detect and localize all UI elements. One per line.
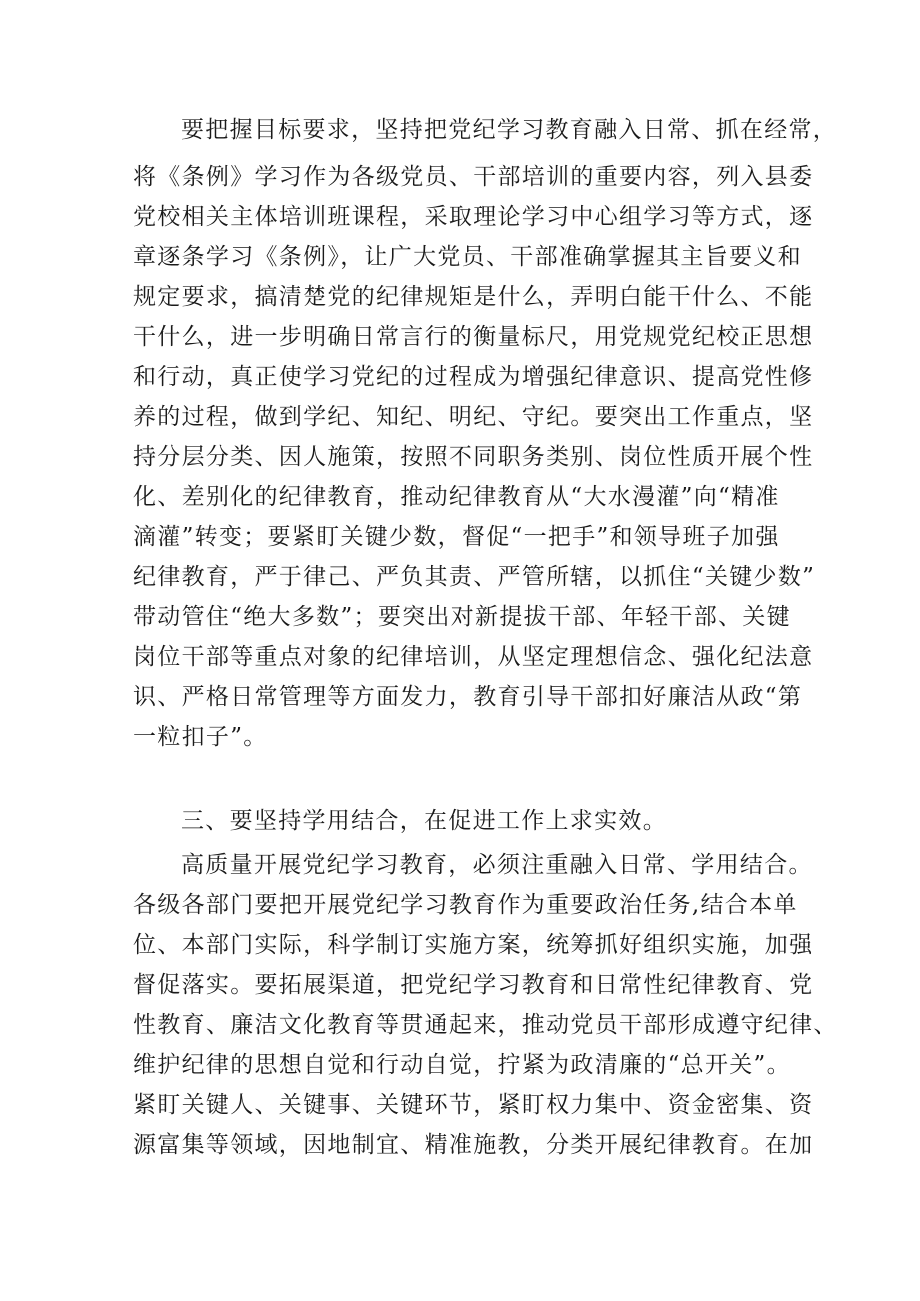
text-line: 要把握目标要求，坚持把党纪学习教育融入日常、抓在经常， — [181, 117, 838, 143]
text-line: 干什么，进一步明确日常言行的衡量标尺，用党规党纪校正思想 — [133, 324, 814, 350]
text-line: 持分层分类、因人施策，按照不同职务类别、岗位性质开展个性 — [133, 444, 814, 470]
text-line: 各级各部门要把开展党纪学习教育作为重要政治任务,结合本单 — [133, 892, 798, 918]
text-line: 将《条例》学习作为各级党员、干部培训的重要内容，列入县委 — [133, 164, 814, 190]
text-line: 性教育、廉洁文化教育等贯通起来，推动党员干部形成遵守纪律、 — [133, 1012, 838, 1038]
text-line: 党校相关主体培训班课程，采取理论学习中心组学习等方式，逐 — [133, 204, 814, 230]
text-line: 源富集等领域，因地制宜、精准施教，分类开展纪律教育。在加 — [133, 1132, 814, 1158]
text-line: 纪律教育，严于律己、严负其责、严管所辖，以抓住“关键少数” — [133, 564, 816, 590]
text-line: 紧盯关键人、关键事、关键环节，紧盯权力集中、资金密集、资 — [133, 1092, 814, 1118]
section-heading: 三、要坚持学用结合，在促进工作上求实效。 — [181, 808, 667, 834]
text-line: 化、差别化的纪律教育，推动纪律教育从“大水漫灌”向“精准 — [133, 484, 780, 510]
text-line: 岗位干部等重点对象的纪律培训，从坚定理想信念、强化纪法意 — [133, 644, 814, 670]
text-line: 高质量开展党纪学习教育，必须注重融入日常、学用结合。 — [181, 852, 813, 878]
text-line: 一粒扣子”。 — [133, 724, 268, 750]
text-line: 滴灌”转变；要紧盯关键少数，督促“一把手”和领导班子加强 — [133, 524, 780, 550]
text-line: 规定要求，搞清楚党的纪律规矩是什么，弄明白能干什么、不能 — [133, 284, 814, 310]
text-line: 章逐条学习《条例》，让广大党员、干部准确掌握其主旨要义和 — [133, 244, 802, 270]
text-line: 识、严格日常管理等方面发力，教育引导干部扣好廉洁从政“第 — [133, 684, 803, 710]
text-line: 督促落实。要拓展渠道，把党纪学习教育和日常性纪律教育、党 — [133, 972, 814, 998]
text-line: 和行动，真正使学习党纪的过程成为增强纪律意识、提高党性修 — [133, 364, 814, 390]
text-line: 位、本部门实际，科学制订实施方案，统筹抓好组织实施，加强 — [133, 932, 814, 958]
text-line: 养的过程，做到学纪、知纪、明纪、守纪。要突出工作重点，坚 — [133, 404, 814, 430]
text-line: 带动管住“绝大多数”；要突出对新提拔干部、年轻干部、关键 — [133, 604, 791, 630]
text-line: 维护纪律的思想自觉和行动自觉，拧紧为政清廉的“总开关”。 — [133, 1052, 791, 1078]
